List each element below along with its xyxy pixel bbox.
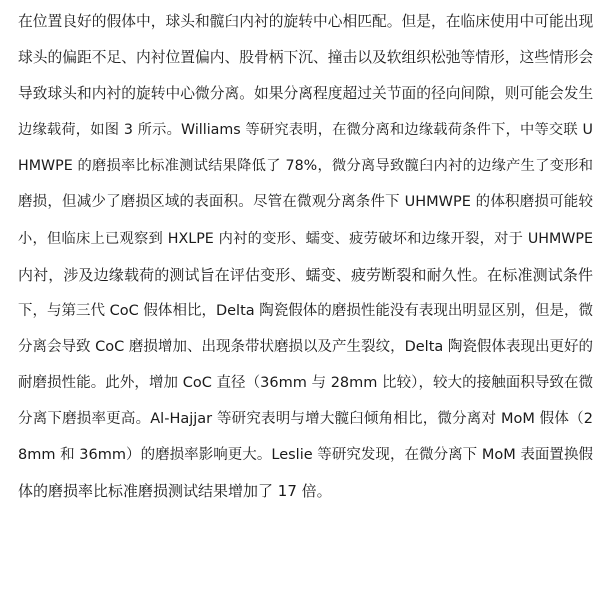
paragraph-line: 体的磨损率比标准磨损测试结果增加了 17 倍。: [18, 482, 332, 501]
paragraph-line: 耐磨损性能。此外，增加 CoC 直径（36mm 与 28mm 比较），较大的接触面积导致在微: [18, 374, 593, 391]
paragraph-line: 8mm 和 36mm）的磨损率影响更大。Leslie 等研究发现，在微分离下 MoM 表面置换假: [18, 447, 593, 464]
paragraph-line: 下，与第三代 CoC 假体相比，Delta 陶瓷假体的磨损性能没有表现出明显区别，但是，微: [18, 302, 593, 319]
paragraph-line: 小，但临床上已观察到 HXLPE 内衬的变形、蠕变、疲劳破坏和边缘开裂，对于 UHMWPE: [18, 230, 593, 247]
paragraph-line: 边缘载荷，如图 3 所示。Williams 等研究表明，在微分离和边缘载荷条件下，中等交联 U: [18, 122, 593, 139]
paragraph-line: 球头的偏距不足、内衬位置偏内、股骨柄下沉、撞击以及软组织松弛等情形，这些情形会: [18, 49, 593, 67]
document-body: [18, 4, 593, 509]
paragraph-line: 分离会导致 CoC 磨损增加、出现条带状磨损以及产生裂纹，Delta 陶瓷假体表现出更好的: [18, 338, 593, 355]
paragraph-line: 磨损，但减少了磨损区域的表面积。尽管在微观分离条件下 UHMWPE 的体积磨损可能较: [18, 194, 593, 211]
paragraph-line: 分离下磨损率更高。Al-Hajjar 等研究表明与增大髋臼倾角相比，微分离对 MoM 假体（2: [18, 411, 593, 428]
paragraph-line: 导致球头和内衬的旋转中心微分离。如果分离程度超过关节面的径向间隙，则可能会发生: [18, 85, 593, 103]
paragraph-line: 在位置良好的假体中，球头和髋臼内衬的旋转中心相匹配。但是，在临床使用中可能出现: [18, 13, 593, 30]
paragraph-line: HMWPE 的磨损率比标准测试结果降低了 78%，微分离导致髋臼内衬的边缘产生了变形和: [18, 158, 593, 175]
paragraph-line: 内衬，涉及边缘载荷的测试旨在评估变形、蠕变、疲劳断裂和耐久性。在标准测试条件: [18, 265, 593, 284]
